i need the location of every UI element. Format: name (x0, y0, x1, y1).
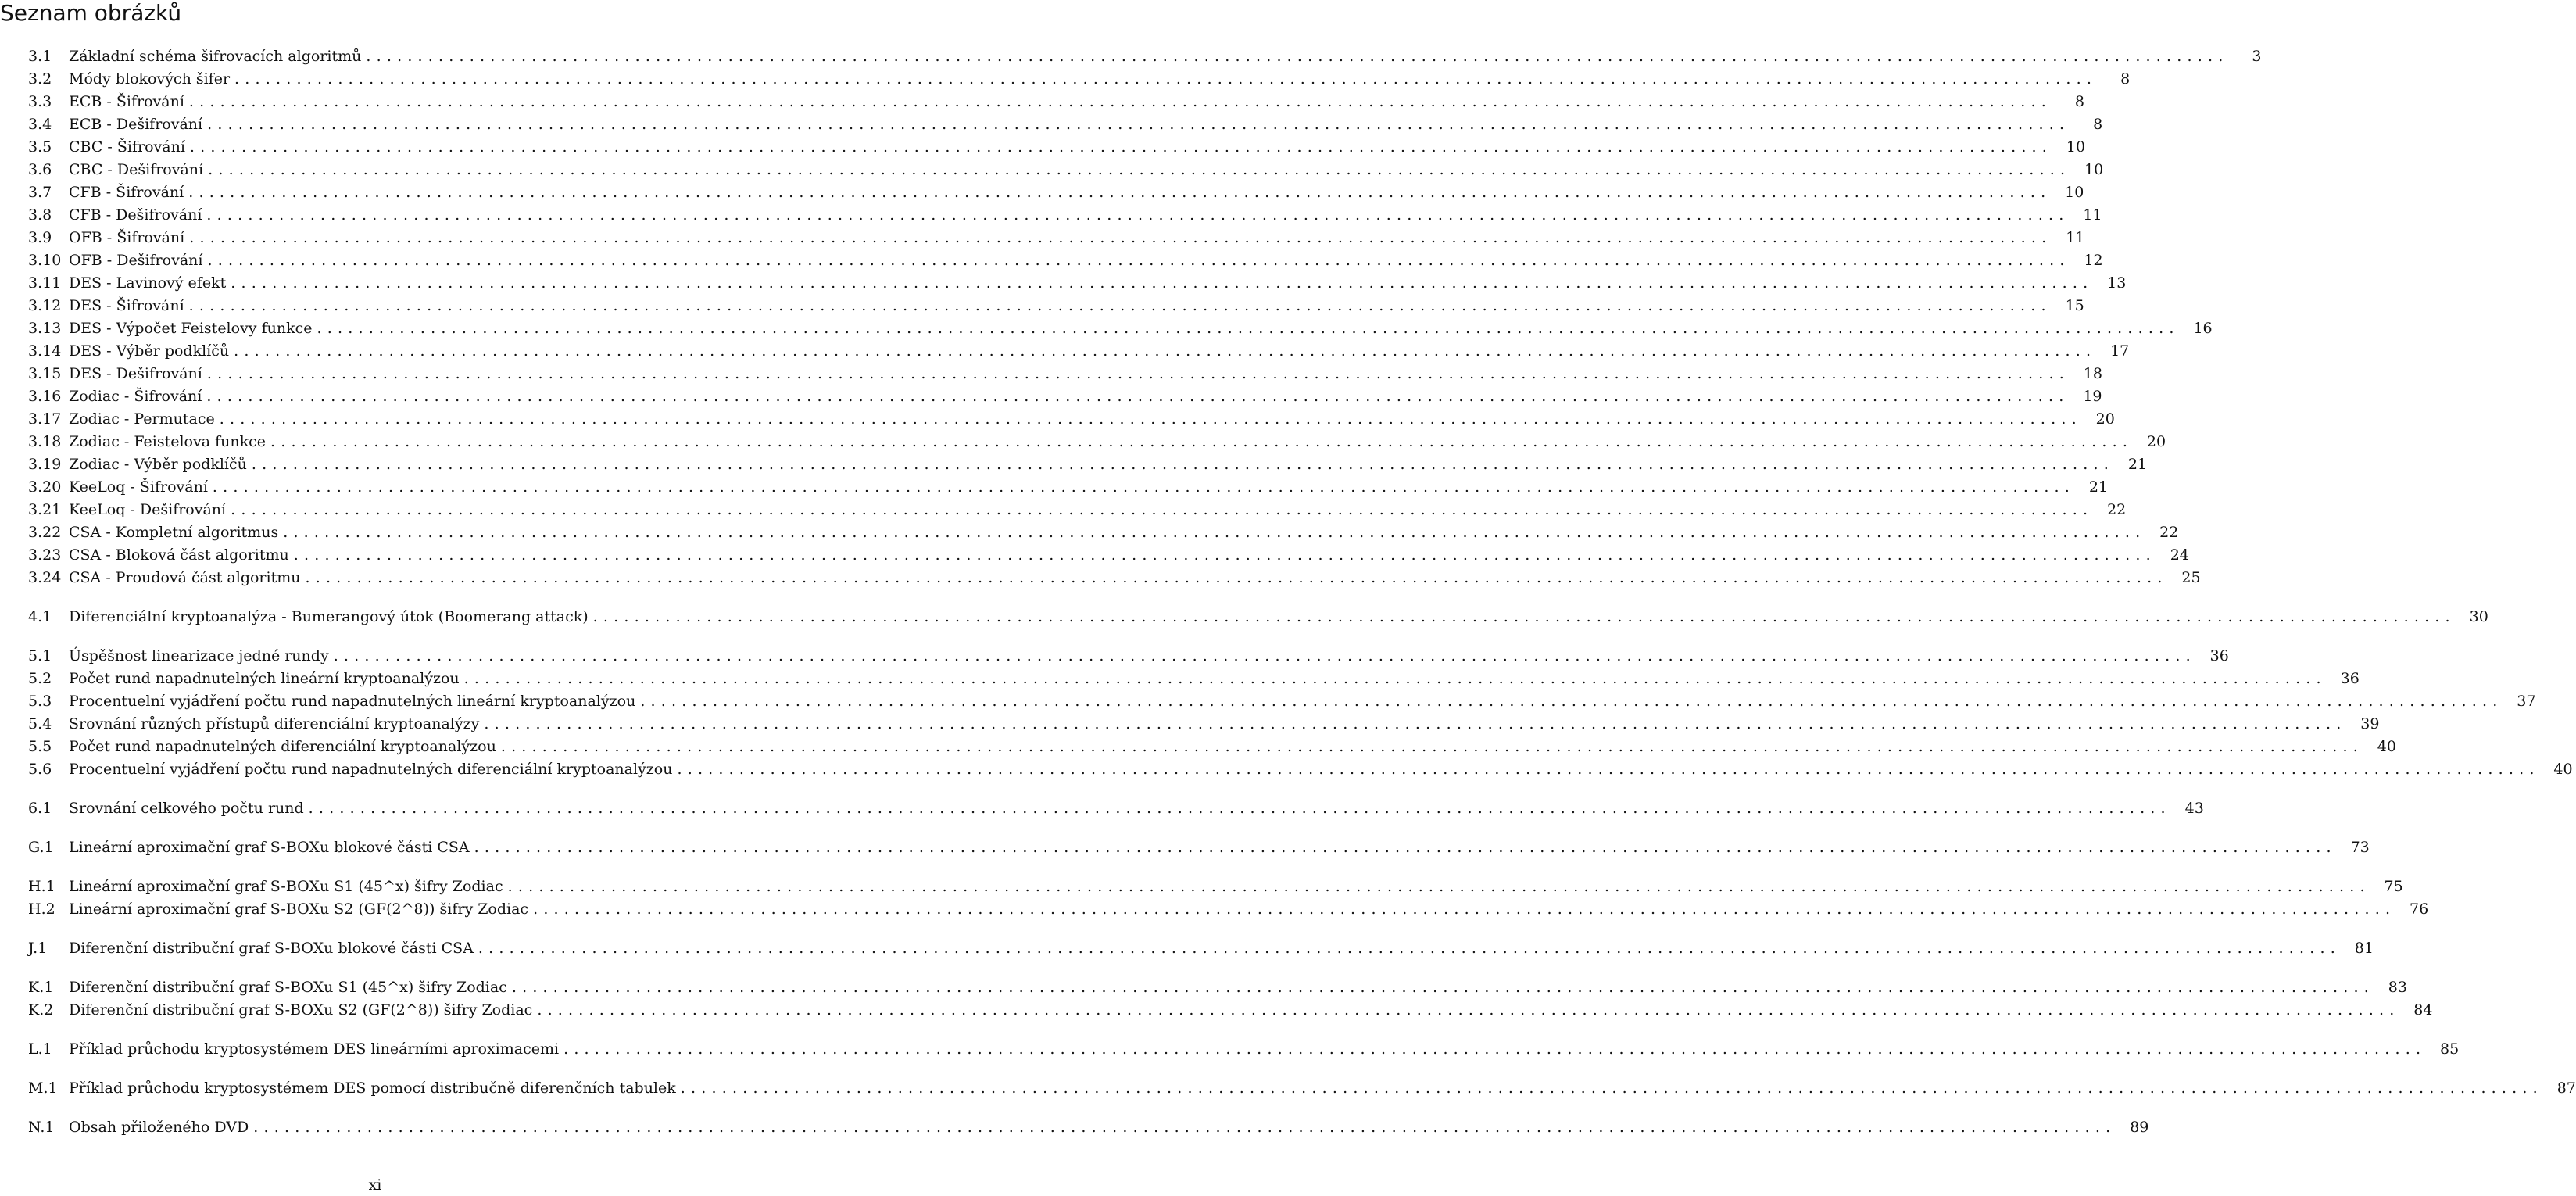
entry-page: 10 (2066, 138, 2086, 156)
entry-title: CFB - Dešifrování (69, 206, 202, 224)
dot-leader: .................................................................................................................................................................................... (283, 524, 2146, 541)
entry-title: DES - Výběr podklíčů (69, 342, 230, 360)
entry-title: KeeLoq - Dešifrování (69, 501, 227, 518)
toc-entry[interactable] (28, 113, 2103, 136)
toc-entry[interactable] (28, 999, 2433, 1022)
entry-number: H.2 (28, 901, 55, 918)
entry-title: ECB - Šifrování (69, 93, 184, 110)
entry-number: 3.21 (28, 501, 62, 518)
entry-page: 13 (2107, 274, 2127, 292)
toc-entry[interactable] (28, 1038, 2460, 1061)
entry-title: Úspěšnost linearizace jedné rundy (69, 647, 329, 664)
toc-entry[interactable] (28, 1077, 2576, 1100)
dot-leader: .................................................................................................................................................................................... (564, 1040, 2427, 1058)
entry-number: 3.4 (28, 116, 52, 133)
dot-leader: .................................................................................................................................................................................... (208, 161, 2071, 178)
entry-number: 3.3 (28, 93, 52, 110)
dot-leader: .................................................................................................................................................................................... (251, 456, 2114, 473)
entry-page: 24 (2170, 546, 2189, 564)
entry-page: 25 (2181, 569, 2201, 586)
dot-leader: .................................................................................................................................................................................... (677, 761, 2540, 778)
entry-page: 43 (2184, 800, 2204, 817)
entry-page: 83 (2388, 979, 2407, 996)
dot-leader: .................................................................................................................................................................................... (188, 184, 2052, 201)
dot-leader: .................................................................................................................................................................................... (189, 138, 2053, 156)
entry-page: 10 (2065, 184, 2084, 201)
dot-leader: .................................................................................................................................................................................... (592, 608, 2456, 625)
entry-page: 22 (2107, 501, 2127, 518)
entry-number: J.1 (28, 940, 48, 957)
dot-leader: .................................................................................................................................................................................... (206, 388, 2070, 405)
toc-group-chapter-5 (28, 645, 2573, 781)
dot-leader: .................................................................................................................................................................................... (270, 433, 2134, 450)
entry-page: 39 (2360, 715, 2380, 732)
toc-entry[interactable] (28, 544, 2189, 567)
entry-page: 22 (2159, 524, 2179, 541)
toc-entry[interactable] (28, 736, 2396, 758)
toc-entry[interactable] (28, 645, 2229, 668)
entry-page: 36 (2209, 647, 2229, 664)
entry-title: Příklad průchodu kryptosystémem DES pomocí distribučně diferenčních tabulek (69, 1080, 676, 1097)
entry-page: 73 (2350, 839, 2370, 856)
entry-page: 87 (2556, 1080, 2576, 1097)
entry-title: Srovnání různých přístupů diferenciální kryptoanalýzy (69, 715, 480, 732)
entry-number: M.1 (28, 1080, 58, 1097)
entry-number: 5.5 (28, 738, 52, 755)
entry-number: 3.2 (28, 70, 52, 88)
entry-title: Srovnání celkového počtu rund (69, 800, 304, 817)
entry-number: 3.5 (28, 138, 52, 156)
entry-title: Příklad průchodu kryptosystémem DES lineárními aproximacemi (69, 1040, 560, 1058)
toc-entry[interactable] (28, 876, 2403, 898)
toc-entry[interactable] (28, 295, 2084, 317)
dot-leader: .................................................................................................................................................................................... (500, 738, 2363, 755)
dot-leader: .................................................................................................................................................................................... (463, 670, 2327, 687)
toc-group-appendix-l (28, 1038, 2460, 1061)
toc-entry[interactable] (28, 690, 2536, 713)
entry-page: 11 (2066, 229, 2085, 246)
toc-entry[interactable] (28, 499, 2127, 521)
toc-group-chapter-3 (28, 45, 2262, 589)
entry-title: Procentuelní vyjádření počtu rund napadnutelných lineární kryptoanalýzou (69, 693, 636, 710)
entry-number: 3.20 (28, 478, 62, 496)
toc-group-chapter-4 (28, 606, 2488, 628)
entry-page: 21 (2088, 478, 2109, 496)
entry-number: K.2 (28, 1001, 54, 1019)
entry-title: Zodiac - Výběr podklíčů (69, 456, 247, 473)
entry-number: 3.12 (28, 297, 62, 314)
entry-page: 16 (2193, 320, 2213, 337)
entry-title: Počet rund napadnutelných lineární kryptoanalýzou (69, 670, 460, 687)
entry-page: 20 (2146, 433, 2166, 450)
entry-number: 3.17 (28, 410, 62, 428)
toc-entry[interactable] (28, 249, 2103, 272)
toc-entry[interactable] (28, 836, 2370, 859)
toc-entry[interactable] (28, 227, 2085, 249)
entry-page: 21 (2127, 456, 2147, 473)
toc-group-appendix-n (28, 1116, 2149, 1139)
entry-number: G.1 (28, 839, 54, 856)
entry-number: 3.13 (28, 320, 62, 337)
entry-number: 3.22 (28, 524, 62, 541)
toc-entry[interactable] (28, 898, 2429, 921)
entry-page: 85 (2440, 1040, 2460, 1058)
entry-title: Procentuelní vyjádření počtu rund napadnutelných diferenciální kryptoanalýzou (69, 761, 673, 778)
dot-leader: .................................................................................................................................................................................... (207, 116, 2070, 133)
entry-number: 3.14 (28, 342, 62, 360)
toc-entry[interactable] (28, 272, 2127, 295)
list-of-figures (28, 45, 2576, 1139)
entry-number: 3.1 (28, 48, 52, 65)
entry-number: 3.8 (28, 206, 52, 224)
entry-page: 30 (2469, 608, 2488, 625)
entry-number: H.1 (28, 878, 55, 895)
dot-leader: .................................................................................................................................................................................... (231, 274, 2094, 292)
dot-leader: .................................................................................................................................................................................... (188, 297, 2052, 314)
entry-title: Diferenční distribuční graf S-BOXu S2 (GF(2^8)) šifry Zodiac (69, 1001, 533, 1019)
toc-entry[interactable] (28, 45, 2262, 68)
entry-page: 10 (2084, 161, 2104, 178)
entry-title: DES - Dešifrování (69, 365, 202, 382)
dot-leader: .................................................................................................................................................................................... (484, 715, 2347, 732)
page-number: xi (368, 1176, 382, 1194)
toc-group-appendix-m (28, 1077, 2576, 1100)
entry-number: N.1 (28, 1119, 55, 1136)
entry-title: KeeLoq - Šifrování (69, 478, 208, 496)
toc-entry[interactable] (28, 758, 2573, 781)
entry-title: DES - Výpočet Feistelovy funkce (69, 320, 313, 337)
dot-leader: .................................................................................................................................................................................... (219, 410, 2082, 428)
entry-page: 89 (2130, 1119, 2149, 1136)
dot-leader: .................................................................................................................................................................................... (533, 901, 2396, 918)
dot-leader: .................................................................................................................................................................................... (474, 839, 2337, 856)
toc-group-appendix-j (28, 937, 2374, 960)
entry-title: Diferenční distribuční graf S-BOXu S1 (45^x) šifry Zodiac (69, 979, 507, 996)
dot-leader: .................................................................................................................................................................................... (308, 800, 2171, 817)
entry-number: 3.11 (28, 274, 62, 292)
entry-page: 8 (2120, 70, 2131, 88)
entry-number: 5.6 (28, 761, 52, 778)
entry-page: 81 (2354, 940, 2374, 957)
entry-page: 15 (2065, 297, 2084, 314)
entry-page: 8 (2093, 116, 2103, 133)
toc-entry[interactable] (28, 476, 2109, 499)
dot-leader: .................................................................................................................................................................................... (680, 1080, 2543, 1097)
dot-leader: .................................................................................................................................................................................... (317, 320, 2180, 337)
toc-entry[interactable] (28, 976, 2407, 999)
entry-page: 17 (2110, 342, 2130, 360)
toc-entry[interactable] (28, 181, 2084, 204)
dot-leader: .................................................................................................................................................................................... (366, 48, 2229, 65)
entry-number: 3.24 (28, 569, 62, 586)
entry-title: Diferenční distribuční graf S-BOXu blokové části CSA (69, 940, 474, 957)
toc-entry[interactable] (28, 937, 2374, 960)
entry-page: 75 (2384, 878, 2403, 895)
entry-title: CBC - Šifrování (69, 138, 185, 156)
entry-title: CSA - Proudová část algoritmu (69, 569, 301, 586)
entry-number: K.1 (28, 979, 54, 996)
entry-page: 37 (2517, 693, 2536, 710)
toc-entry[interactable] (28, 340, 2130, 363)
entry-title: Zodiac - Šifrování (69, 388, 202, 405)
entry-number: 5.1 (28, 647, 52, 664)
entry-title: CSA - Kompletní algoritmus (69, 524, 279, 541)
toc-entry[interactable] (28, 713, 2380, 736)
entry-number: 3.6 (28, 161, 52, 178)
entry-number: 3.9 (28, 229, 52, 246)
dot-leader: .................................................................................................................................................................................... (234, 342, 2097, 360)
dot-leader: .................................................................................................................................................................................... (207, 252, 2070, 269)
entry-number: L.1 (28, 1040, 52, 1058)
entry-title: CSA - Bloková část algoritmu (69, 546, 289, 564)
toc-entry[interactable] (28, 136, 2086, 159)
toc-entry[interactable] (28, 567, 2201, 589)
entry-title: CFB - Šifrování (69, 184, 184, 201)
dot-leader: .................................................................................................................................................................................... (507, 878, 2370, 895)
entry-title: CBC - Dešifrování (69, 161, 204, 178)
entry-page: 40 (2553, 761, 2573, 778)
toc-group-appendix-k (28, 976, 2433, 1022)
toc-entry[interactable] (28, 91, 2085, 113)
entry-number: 3.7 (28, 184, 52, 201)
dot-leader: .................................................................................................................................................................................... (206, 206, 2070, 224)
dot-leader: .................................................................................................................................................................................... (188, 93, 2052, 110)
entry-page: 84 (2413, 1001, 2433, 1019)
entry-page: 36 (2340, 670, 2360, 687)
entry-number: 3.10 (28, 252, 62, 269)
dot-leader: .................................................................................................................................................................................... (305, 569, 2168, 586)
toc-entry[interactable] (28, 668, 2360, 690)
dot-leader: .................................................................................................................................................................................... (212, 478, 2076, 496)
entry-title: OFB - Dešifrování (69, 252, 203, 269)
dot-leader: .................................................................................................................................................................................... (537, 1001, 2400, 1019)
entry-title: Zodiac - Permutace (69, 410, 215, 428)
toc-entry[interactable] (28, 68, 2131, 91)
entry-title: Diferenciální kryptoanalýza - Bumerangový útok (Boomerang attack) (69, 608, 589, 625)
dot-leader: .................................................................................................................................................................................... (189, 229, 2052, 246)
entry-number: 3.15 (28, 365, 62, 382)
toc-entry[interactable] (28, 159, 2104, 181)
entry-title: Obsah přiloženého DVD (69, 1119, 249, 1136)
dot-leader: .................................................................................................................................................................................... (333, 647, 2196, 664)
toc-entry[interactable] (28, 521, 2179, 544)
entry-number: 3.19 (28, 456, 62, 473)
toc-entry[interactable] (28, 363, 2102, 385)
entry-page: 12 (2084, 252, 2103, 269)
entry-title: Lineární aproximační graf S-BOXu S1 (45^x) šifry Zodiac (69, 878, 503, 895)
entry-number: 5.2 (28, 670, 52, 687)
toc-group-appendix-g (28, 836, 2370, 859)
entry-number: 5.4 (28, 715, 52, 732)
entry-page: 40 (2377, 738, 2396, 755)
toc-entry[interactable] (28, 453, 2147, 476)
entry-number: 6.1 (28, 800, 52, 817)
entry-number: 4.1 (28, 608, 52, 625)
entry-number: 3.23 (28, 546, 62, 564)
toc-entry[interactable] (28, 797, 2204, 820)
entry-title: Lineární aproximační graf S-BOXu blokové části CSA (69, 839, 470, 856)
toc-entry[interactable] (28, 317, 2213, 340)
entry-title: DES - Šifrování (69, 297, 184, 314)
toc-group-appendix-h (28, 876, 2429, 921)
dot-leader: .................................................................................................................................................................................... (234, 70, 2098, 88)
entry-title: OFB - Šifrování (69, 229, 185, 246)
dot-leader: .................................................................................................................................................................................... (511, 979, 2374, 996)
entry-title: Zodiac - Feistelova funkce (69, 433, 266, 450)
entry-title: Základní schéma šifrovacích algoritmů (69, 48, 362, 65)
entry-title: Počet rund napadnutelných diferenciální kryptoanalýzou (69, 738, 496, 755)
dot-leader: .................................................................................................................................................................................... (293, 546, 2156, 564)
entry-page: 8 (2074, 93, 2085, 110)
entry-number: 5.3 (28, 693, 52, 710)
toc-entry[interactable] (28, 431, 2166, 453)
toc-entry[interactable] (28, 1116, 2149, 1139)
toc-entry[interactable] (28, 606, 2488, 628)
dot-leader: .................................................................................................................................................................................... (231, 501, 2094, 518)
dot-leader: .................................................................................................................................................................................... (253, 1119, 2116, 1136)
dot-leader: .................................................................................................................................................................................... (206, 365, 2070, 382)
entry-page: 20 (2095, 410, 2115, 428)
page-title: Seznam obrázků (0, 0, 182, 26)
entry-number: 3.18 (28, 433, 62, 450)
entry-page: 76 (2410, 901, 2429, 918)
toc-entry[interactable] (28, 204, 2102, 227)
dot-leader: .................................................................................................................................................................................... (640, 693, 2503, 710)
entry-page: 3 (2252, 48, 2262, 65)
toc-entry[interactable] (28, 408, 2115, 431)
toc-group-chapter-6 (28, 797, 2204, 820)
entry-page: 18 (2083, 365, 2102, 382)
entry-title: DES - Lavinový efekt (69, 274, 227, 292)
dot-leader: .................................................................................................................................................................................... (478, 940, 2341, 957)
entry-page: 19 (2083, 388, 2102, 405)
entry-title: Módy blokových šifer (69, 70, 231, 88)
entry-title: ECB - Dešifrování (69, 116, 203, 133)
entry-page: 11 (2083, 206, 2102, 224)
entry-title: Lineární aproximační graf S-BOXu S2 (GF(2^8)) šifry Zodiac (69, 901, 529, 918)
toc-entry[interactable] (28, 385, 2102, 408)
entry-number: 3.16 (28, 388, 62, 405)
